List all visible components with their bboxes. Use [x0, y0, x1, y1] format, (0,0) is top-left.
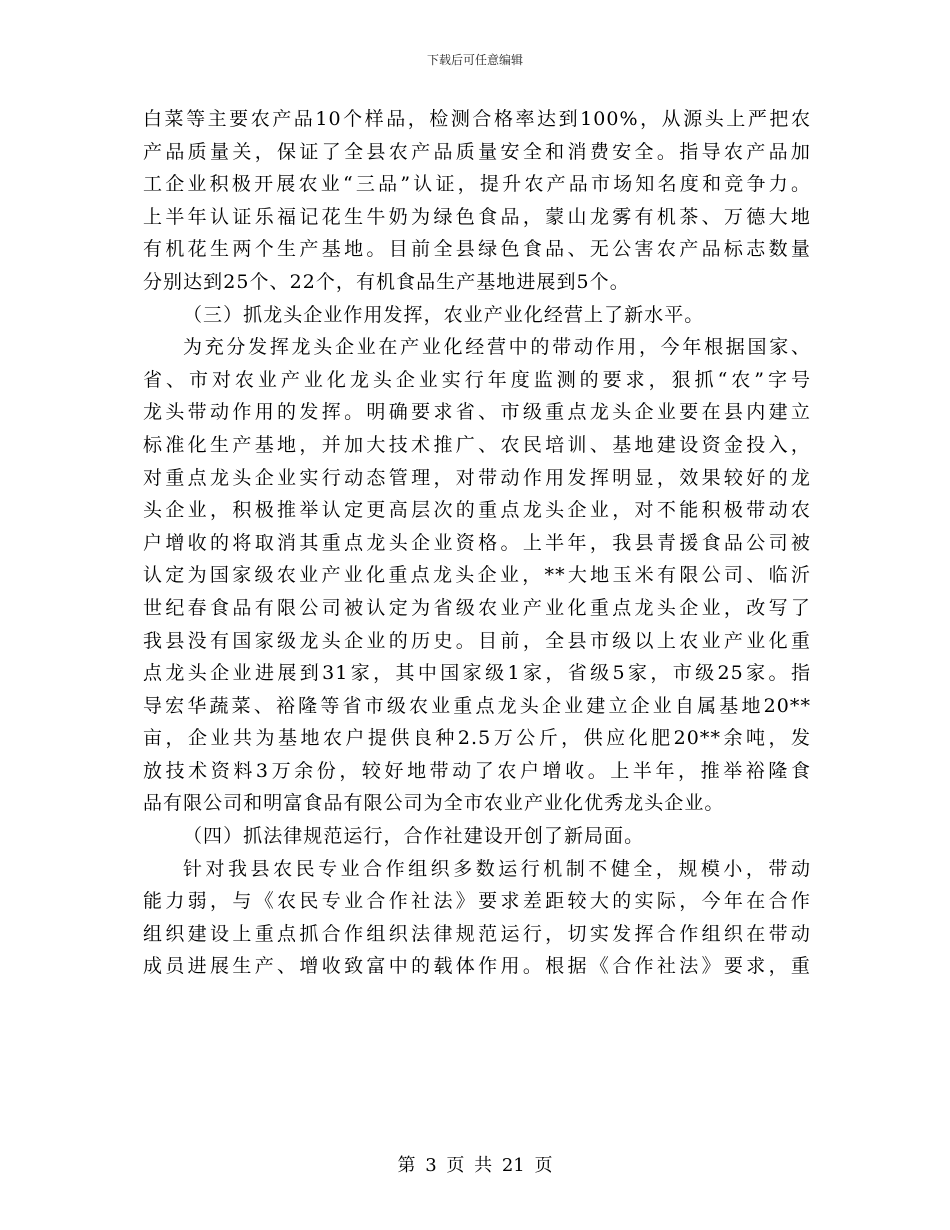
- body-text-line: 户增收的将取消其重点龙头企业资格。上半年，我县青援食品公司被: [143, 531, 811, 554]
- body-text-line: 龙头带动作用的发挥。明确要求省、市级重点龙头企业要在县内建立: [143, 401, 811, 424]
- document-body: [143, 103, 811, 983]
- body-text-line: 成员进展生产、增收致富中的载体作用。根据《合作社法》要求，重: [143, 955, 811, 978]
- body-text-line: 品有限公司和明富食品有限公司为全市农业产业化优秀龙头企业。: [143, 792, 725, 815]
- body-text-line: 标准化生产基地，并加大技术推广、农民培训、基地建设资金投入，: [143, 433, 811, 456]
- body-text-line: 我县没有国家级龙头企业的历史。目前，全县市级以上农业产业化重: [143, 629, 811, 652]
- body-text-line: 省、市对农业产业化龙头企业实行年度监测的要求，狠抓“农”字号: [143, 368, 811, 391]
- body-text-line: 世纪春食品有限公司被认定为省级农业产业化重点龙头企业，改写了: [143, 596, 811, 619]
- body-text-line: 产品质量关，保证了全县农产品质量安全和消费安全。指导农产品加: [143, 140, 811, 163]
- body-text-line: （三）抓龙头企业作用发挥，农业产业化经营上了新水平。: [183, 303, 705, 326]
- body-text-line: 头企业，积极推举认定更高层次的重点龙头企业，对不能积极带动农: [143, 499, 811, 522]
- body-text-line: 上半年认证乐福记花生牛奶为绿色食品，蒙山龙雾有机茶、万德大地: [143, 205, 811, 228]
- body-text-line: 亩，企业共为基地农户提供良种2.5万公斤，供应化肥20**余吨，发: [143, 727, 811, 750]
- body-text-line: 分别达到25个、22个，有机食品生产基地进展到5个。: [143, 270, 630, 293]
- body-text-line: 能力弱，与《农民专业合作社法》要求差距较大的实际，今年在合作: [143, 890, 811, 913]
- body-text-line: 工企业积极开展农业“三品”认证，提升农产品市场知名度和竞争力。: [143, 173, 811, 196]
- body-text-line: 认定为国家级农业产业化重点龙头企业，**大地玉米有限公司、临沂: [143, 564, 811, 587]
- body-text-line: 组织建设上重点抓合作组织法律规范运行，切实发挥合作组织在带动: [143, 922, 811, 945]
- body-text-line: （四）抓法律规范运行，合作社建设开创了新局面。: [183, 825, 645, 848]
- body-text-line: 针对我县农民专业合作组织多数运行机制不健全，规模小，带动: [183, 857, 811, 880]
- body-text-line: 点龙头企业进展到31家，其中国家级1家，省级5家，市级25家。指: [143, 662, 811, 685]
- body-text-line: 导宏华蔬菜、裕隆等省市级农业重点龙头企业建立企业自属基地20**: [143, 694, 811, 717]
- body-text-line: 放技术资料3万余份，较好地带动了农户增收。上半年，推举裕隆食: [143, 759, 811, 782]
- page-header: 下载后可任意编辑: [426, 53, 523, 67]
- body-text-line: 白菜等主要农产品10个样品，检测合格率达到100%，从源头上严把农: [143, 108, 811, 130]
- body-text-line: 为充分发挥龙头企业在产业化经营中的带动作用，今年根据国家、: [183, 336, 811, 359]
- body-text-line: 有机花生两个生产基地。目前全县绿色食品、无公害农产品标志数量: [143, 238, 811, 261]
- body-text-line: 对重点龙头企业实行动态管理，对带动作用发挥明显，效果较好的龙: [143, 466, 811, 489]
- page-number-footer: 第 3 页 共 21 页: [397, 1155, 553, 1176]
